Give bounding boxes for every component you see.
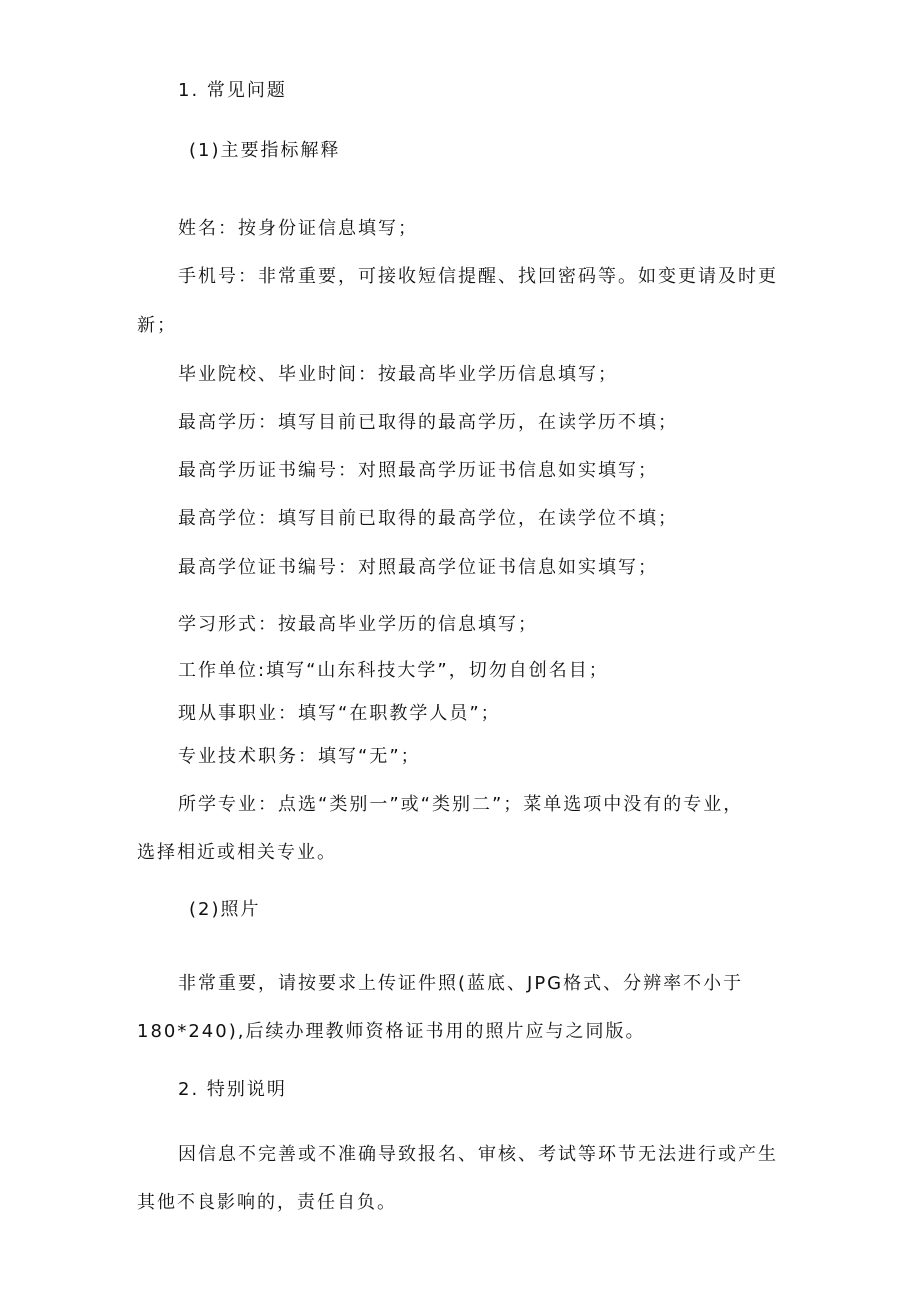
- paragraph-line: 姓名：按身份证信息填写；: [178, 218, 418, 239]
- paragraph-line: 工作单位:填写“山东科技大学”，切勿自创名目；: [178, 660, 609, 681]
- paragraph-line: 最高学历证书编号：对照最高学历证书信息如实填写；: [178, 460, 658, 481]
- paragraph-line: 选择相近或相关专业。: [137, 842, 337, 863]
- paragraph-line: 180*240),后续办理教师资格证书用的照片应与之同版。: [137, 1021, 646, 1042]
- section-heading-faq: 1. 常见问题: [178, 80, 287, 101]
- section-heading-notice: 2. 特别说明: [178, 1079, 287, 1100]
- subsection-heading-photo: (2)照片: [189, 899, 261, 920]
- paragraph-line: 专业技术职务：填写“无”；: [178, 746, 421, 767]
- paragraph-line: 现从事职业：填写“在职教学人员”；: [178, 703, 501, 724]
- paragraph-line: 手机号：非常重要，可接收短信提醒、找回密码等。如变更请及时更: [178, 266, 778, 287]
- paragraph-line: 学习形式：按最高毕业学历的信息填写；: [178, 614, 538, 635]
- paragraph-line: 因信息不完善或不准确导致报名、审核、考试等环节无法进行或产生: [178, 1144, 778, 1165]
- paragraph-line: 非常重要，请按要求上传证件照(蓝底、JPG格式、分辨率不小于: [178, 973, 744, 994]
- paragraph-line: 最高学历：填写目前已取得的最高学历，在读学历不填；: [178, 412, 678, 433]
- paragraph-line: 毕业院校、毕业时间：按最高毕业学历信息填写；: [178, 364, 618, 385]
- paragraph-line: 其他不良影响的，责任自负。: [137, 1192, 397, 1213]
- paragraph-line: 最高学位：填写目前已取得的最高学位，在读学位不填；: [178, 508, 678, 529]
- paragraph-line: 所学专业：点选“类别一”或“类别二”；菜单选项中没有的专业，: [178, 794, 744, 815]
- subsection-heading-indicators: (1)主要指标解释: [189, 140, 341, 161]
- paragraph-line: 最高学位证书编号：对照最高学位证书信息如实填写；: [178, 557, 658, 578]
- paragraph-line: 新；: [137, 315, 177, 336]
